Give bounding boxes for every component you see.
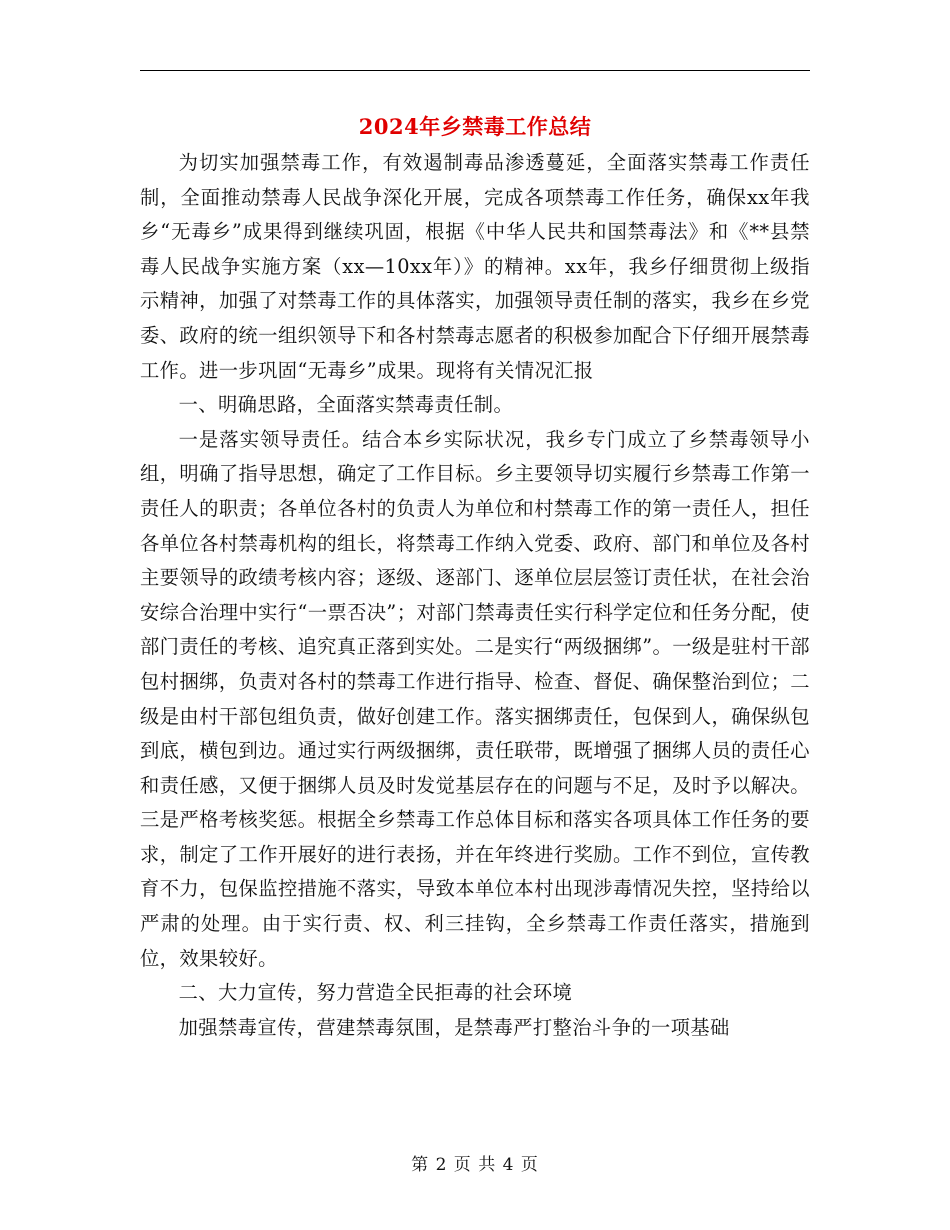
footer-suffix: 页	[520, 1155, 539, 1175]
page-footer	[140, 1152, 810, 1178]
footer-current-page: 2	[435, 1155, 448, 1175]
footer-total-pages: 4	[502, 1155, 515, 1175]
document-body	[140, 146, 810, 1045]
section-heading-1: 一、明确思路，全面落实禁毒责任制。	[178, 393, 514, 417]
footer-middle: 页 共	[453, 1155, 497, 1175]
paragraph-responsibility: 一是落实领导责任。结合本乡实际状况，我乡专门成立了乡禁毒领导小组，明确了指导思想，确定了工作目标。乡主要领导切实履行乡禁毒工作第一责任人的职责；各单位各村的负责人为单位和村禁毒工作的第一责任人，担任各单位各村禁毒机构的组长，将禁毒工作纳入党委、政府、部门和单位及各村主要领导的政绩考核内容；逐级、逐部门、逐单位层层签订责任状，在社会治安综合治理中实行“一票否决”；对部门禁毒责任实行科学定位和任务分配，使部门责任的考核、追究真正落到实处。二是实行“两级捆绑”。一级是驻村干部包村捆绑，负责对各村的禁毒工作进行指导、检查、督促、确保整治到位；二级是由村干部包组负责，做好创建工作。落实捆绑责任，包保到人，确保纵包到底，横包到边。通过实行两级捆绑，责任联带，既增强了捆绑人员的责任心和责任感，又便于捆绑人员及时发觉基层存在的问题与不足，及时予以解决。三是严格考核奖惩。根据全乡禁毒工作总体目标和落实各项具体工作任务的要求，制定了工作开展好的进行表扬，并在年终进行奖励。工作不到位，宣传教育不力，包保监控措施不落实，导致本单位本村出现涉毒情况失控，坚持给以严肃的处理。由于实行责、权、利三挂钩，全乡禁毒工作责任落实，措施到位，效果较好。	[140, 427, 810, 970]
section-heading-2: 二、大力宣传，努力营造全民拒毒的社会环境	[178, 981, 573, 1005]
document-title: 2024年乡禁毒工作总结	[358, 114, 592, 139]
paragraph-intro: 为切实加强禁毒工作，有效遏制毒品渗透蔓延，全面落实禁毒工作责任制，全面推动禁毒人民战争深化开展，完成各项禁毒工作任务，确保xx年我乡“无毒乡”成果得到继续巩固，根据《中华人民共和国禁毒法》和《**县禁毒人民战争实施方案（xx—10xx年）》的精神。xx年，我乡仔细贯彻上级指示精神，加强了对禁毒工作的具体落实，加强领导责任制的落实，我乡在乡党委、政府的统一组织领导下和各村禁毒志愿者的积极参加配合下仔细开展禁毒工作。进一步巩固“无毒乡”成果。现将有关情况汇报	[140, 151, 810, 382]
header-rule	[140, 70, 810, 71]
paragraph-publicity: 加强禁毒宣传，营建禁毒氛围，是禁毒严打整治斗争的一项基础	[178, 1015, 730, 1039]
footer-prefix: 第	[411, 1155, 430, 1175]
